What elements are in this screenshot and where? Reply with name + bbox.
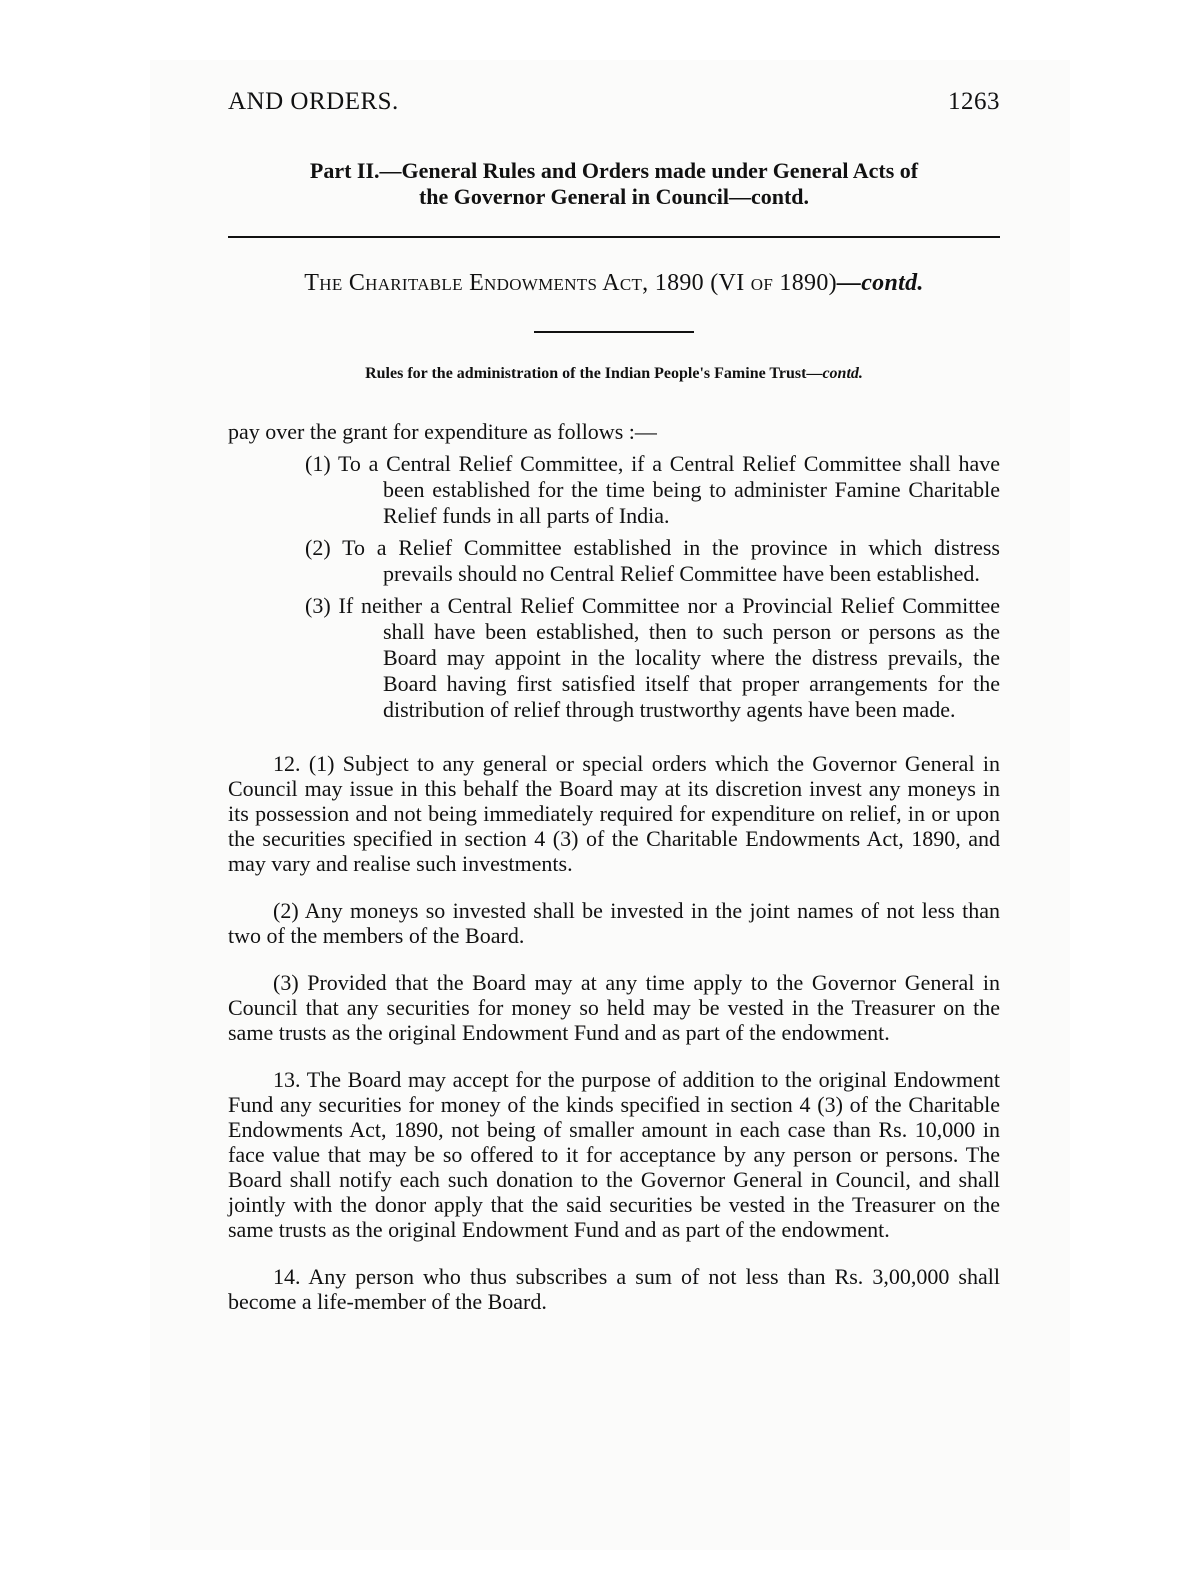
paragraph-12-3: (3) Provided that the Board may at any time apply to the Governor General in Council that any securities for money so held may be vested in the Treasurer on the same trusts as the original Endowment Fund and as part of the endowment. <box>228 970 1000 1045</box>
horizontal-rule <box>228 236 1000 238</box>
act-title-contd: —contd. <box>836 270 924 296</box>
paragraph-12-2: (2) Any moneys so invested shall be invested in the joint names of not less than two of the members of the Board. <box>228 898 1000 948</box>
short-rule <box>534 331 694 333</box>
rules-title-contd: —contd. <box>806 365 863 382</box>
rules-title <box>228 365 1000 383</box>
clause-3: (3) If neither a Central Relief Committee nor a Provincial Relief Committee shall have been established, then to such person or persons as the Board may appoint in the locality where the distress prevails, the Board having first satisfied itself that proper arrangements for the distribution of relief through trustworthy agents have been made. <box>305 593 1000 722</box>
paragraph-12-1: 12. (1) Subject to any general or special orders which the Governor General in Council may issue in this behalf the Board may at its discretion invest any moneys in its possession and not being immediately required for expenditure on relief, in or upon the securities specified in section 4 (3) of the Charitable Endowments Act, 1890, and may vary and realise such investments. <box>228 751 1000 876</box>
paragraph-13: 13. The Board may accept for the purpose of addition to the original Endowment Fund any securities for money of the kinds specified in section 4 (3) of the Charitable Endowments Act, 1890, not being of smaller amount in each case than Rs. 10,000 in face value that may be so offered to it for acceptance by any person or persons. The Board shall notify each such donation to the Governor General in Council, and shall jointly with the donor apply that the said securities be vested in the Treasurer on the same trusts as the original Endowment Fund and as part of the endowment. <box>228 1067 1000 1242</box>
part-heading-line-1: Part II.—General Rules and Orders made under General Acts of <box>309 158 919 183</box>
page-content <box>228 88 1000 1314</box>
act-title-main: The Charitable Endowments Act, 1890 (VI of 1890) <box>304 270 837 296</box>
page-number: 1263 <box>948 88 1000 115</box>
part-heading-line-2: the Governor General in Council—contd. <box>418 184 810 209</box>
paragraph-14: 14. Any person who thus subscribes a sum of not less than Rs. 3,00,000 shall become a life-member of the Board. <box>228 1264 1000 1314</box>
part-heading <box>228 158 1000 210</box>
rules-title-main: Rules for the administration of the Indian People's Famine Trust <box>365 365 807 382</box>
clause-2: (2) To a Relief Committee established in the province in which distress prevails should no Central Relief Committee have been established. <box>305 535 1000 586</box>
intro-line: pay over the grant for expenditure as follows :— <box>228 419 657 444</box>
act-title <box>228 270 1000 297</box>
clause-1: (1) To a Central Relief Committee, if a Central Relief Committee shall have been established for the time being to administer Famine Charitable Relief funds in all parts of India. <box>305 451 1000 528</box>
running-head <box>228 88 1000 116</box>
running-head-title: AND ORDERS. <box>228 88 399 115</box>
